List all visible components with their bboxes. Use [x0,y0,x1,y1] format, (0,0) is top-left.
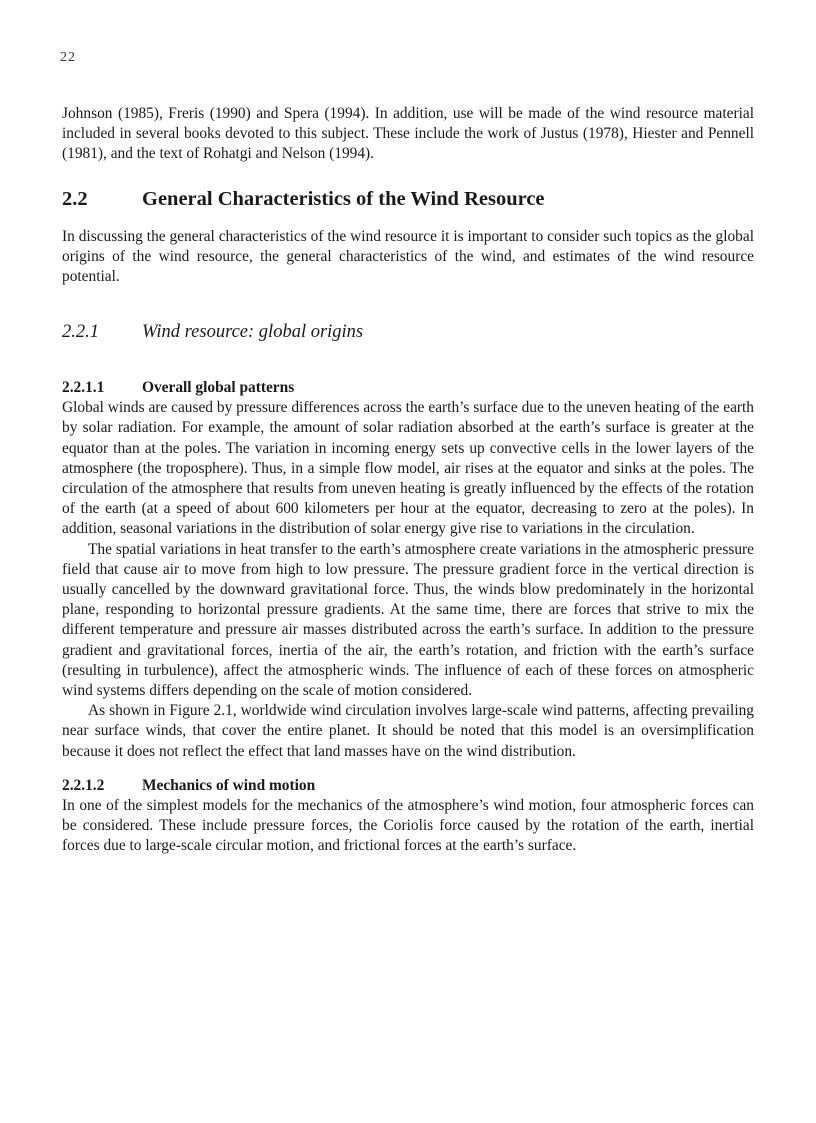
mechanics-number: 2.2.1.2 [62,776,105,794]
intro-paragraph: Johnson (1985), Freris (1990) and Spera (1994). In addition, use will be made of the wind resource material included in several books devoted to this subject. These include the work of Justus (1978), Hiester and Pennell (1981), and the text of Rohatgi and Nelson (1994). [62,105,754,163]
subsection-heading [62,320,754,344]
mechanics-title: Mechanics of wind motion [142,776,316,794]
body-paragraph: Global winds are caused by pressure differences across the earth’s surface due to the uneven heating of the earth by solar radiation. For example, the amount of solar radiation absorbed at the earth’s surface is greater at the equator than at the poles. The variation in incoming energy sets up convective cells in the lower layers of the atmosphere (the troposphere). Thus, in a simple flow model, air rises at the equator and sinks at the poles. The circulation of the atmosphere that results from uneven heating is greatly influenced by the effects of the rotation of the earth (at a speed of about 600 kilometers per hour at the equator, decreasing to zero at the poles). In addition, seasonal variations in the distribution of solar energy give rise to variations in the circulation. [62,399,754,538]
overall-patterns-heading [62,378,754,398]
overall-patterns-number: 2.2.1.1 [62,379,105,397]
page-content [62,104,754,856]
overall-patterns-title: Overall global patterns [142,379,295,397]
mechanics-heading [62,776,754,796]
body-paragraph: As shown in Figure 2.1, worldwide wind circulation involves large-scale wind patterns, affecting prevailing near surface winds, that cover the entire planet. It should be noted that this model is an oversimplification because it does not reflect the effect that land masses have on the wind distribution. [62,702,754,760]
mechanics-paragraph: In one of the simplest models for the mechanics of the atmosphere’s wind motion, four atmospheric forces can be considered. These include pressure forces, the Coriolis force caused by the rotation of the earth, inertial forces due to large-scale circular motion, and frictional forces at the earth’s surface. [62,796,754,855]
subsection-title: Wind resource: global origins [142,322,364,343]
body-paragraph: The spatial variations in heat transfer to the earth’s atmosphere create variations in the atmospheric pressure field that cause air to move from high to low pressure. The pressure gradient force in the vertical direction is usually cancelled by the downward gravitational force. Thus, the winds blow predominately in the horizontal plane, responding to horizontal pressure gradients. At the same time, there are forces that strive to mix the different temperature and pressure air masses distributed across the earth’s surface. In addition to the pressure gradient and gravitational forces, inertia of the air, the earth’s rotation, and friction with the earth’s surface (resulting in turbulence), affect the atmospheric winds. The influence of each of these forces on atmospheric wind systems differs depending on the scale of motion considered. [62,540,754,700]
page-number: 22 [60,50,76,65]
subsection-number: 2.2.1 [62,322,99,343]
section-title: General Characteristics of the Wind Resource [142,187,545,210]
section-intro-paragraph: In discussing the general characteristics of the wind resource it is important to consider such topics as the global origins of the wind resource, the general characteristics of the wind, and estimates of the wind resource potential. [62,227,754,286]
section-number: 2.2 [62,187,88,210]
section-heading [62,186,754,212]
